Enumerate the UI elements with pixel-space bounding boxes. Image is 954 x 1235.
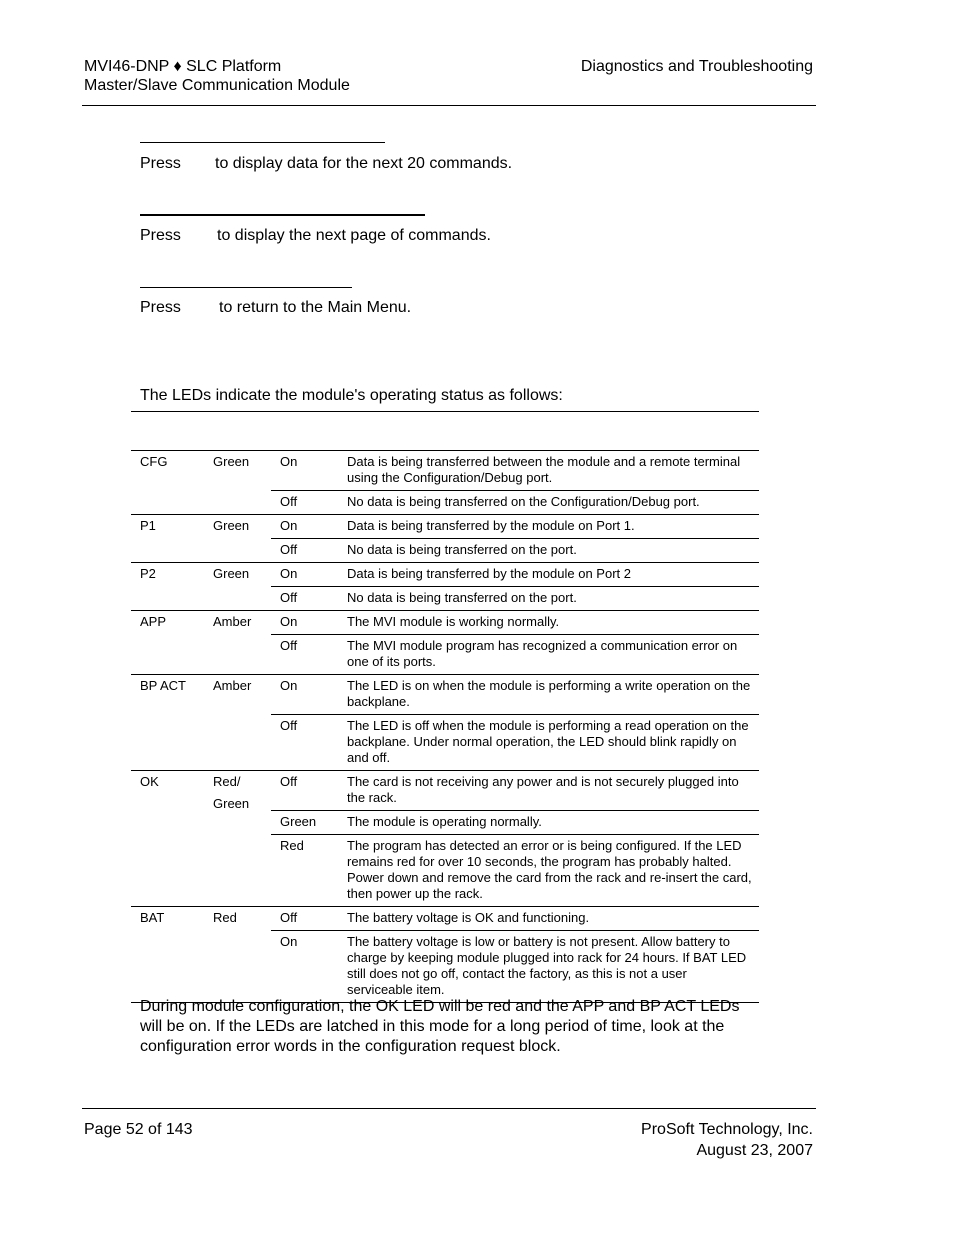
led-state-cell: Off — [271, 715, 338, 771]
led-color-cell: Amber — [204, 675, 271, 771]
led-state-cell: On — [271, 451, 338, 491]
led-description-cell: Data is being transferred by the module on Port 1. — [338, 515, 759, 539]
led-description-cell: The program has detected an error or is being configured. If the LED remains red for over 10 seconds, the program has probably halted. Power down and remove the card from the rack and re-insert the card, then power up the rack. — [338, 835, 759, 907]
led-description-cell: The battery voltage is OK and functioning. — [338, 907, 759, 931]
led-state-cell: Off — [271, 491, 338, 515]
led-name-cell: OK — [131, 771, 204, 907]
command-description: to display data for the next 20 commands. — [215, 155, 513, 172]
led-name-cell: P2 — [131, 563, 204, 611]
led-intro-rule — [131, 411, 759, 412]
led-color-cell: Amber — [204, 611, 271, 675]
footer-date: August 23, 2007 — [696, 1142, 813, 1159]
led-state-cell: Green — [271, 811, 338, 835]
led-description-cell: Data is being transferred by the module on Port 2 — [338, 563, 759, 587]
led-description-cell: The battery voltage is low or battery is not present. Allow battery to charge by keeping module plugged into rack for 24 hours. If BAT LED still does not go off, contact the factory, as this is not a user serviceable item. — [338, 931, 759, 1003]
led-name-cell: CFG — [131, 451, 204, 515]
led-description-cell: The card is not receiving any power and is not securely plugged into the rack. — [338, 771, 759, 811]
led-state-cell: Off — [271, 539, 338, 563]
led-description-cell: The LED is off when the module is performing a read operation on the backplane. Under normal operation, the LED should blink rapidly on and off. — [338, 715, 759, 771]
header-product-line1: MVI46-DNP ♦ SLC Platform — [84, 58, 282, 75]
led-description-cell: Data is being transferred between the module and a remote terminal using the Configuration/Debug port. — [338, 451, 759, 491]
led-state-cell: On — [271, 675, 338, 715]
command-heading-rule-3 — [140, 287, 352, 288]
led-state-cell: Off — [271, 907, 338, 931]
led-table-row — [131, 907, 759, 931]
led-table-body — [131, 451, 759, 1004]
led-table-row — [131, 515, 759, 539]
footer-company-name: ProSoft Technology, Inc. — [641, 1121, 813, 1138]
closing-paragraph: During module configuration, the OK LED will be red and the APP and BP ACT LEDs will be on. If the LEDs are latched in this mode for a long period of time, look at the configuration error words in the configuration request block. — [140, 998, 740, 1055]
led-name-cell: BAT — [131, 907, 204, 1003]
led-description-cell: The LED is on when the module is performing a write operation on the backplane. — [338, 675, 759, 715]
led-state-cell: Off — [271, 635, 338, 675]
led-color-cell: Red — [204, 907, 271, 1003]
led-state-cell: Off — [271, 587, 338, 611]
led-table-row — [131, 771, 759, 811]
led-table-row — [131, 611, 759, 635]
led-state-cell: On — [271, 563, 338, 587]
led-status-table — [131, 450, 759, 1003]
led-name-cell: P1 — [131, 515, 204, 563]
press-label: Press — [140, 227, 181, 244]
led-color-cell: Red/ Green — [204, 771, 271, 907]
led-color-cell: Green — [204, 451, 271, 515]
led-state-cell: Red — [271, 835, 338, 907]
command-heading-rule-2 — [140, 214, 425, 216]
led-state-cell: Off — [271, 771, 338, 811]
led-table-row — [131, 563, 759, 587]
press-label: Press — [140, 155, 181, 172]
header-section-title: Diagnostics and Troubleshooting — [580, 58, 813, 75]
led-color-cell: Green — [204, 563, 271, 611]
led-color-cell: Green — [204, 515, 271, 563]
led-state-cell: On — [271, 931, 338, 1003]
led-description-cell: No data is being transferred on the port. — [338, 539, 759, 563]
led-description-cell: The MVI module program has recognized a communication error on one of its ports. — [338, 635, 759, 675]
led-table-row — [131, 675, 759, 715]
command-heading-rule-1 — [140, 142, 385, 143]
footer-page-number: Page 52 of 143 — [84, 1121, 193, 1138]
footer-company — [641, 1119, 813, 1161]
led-description-cell: The module is operating normally. — [338, 811, 759, 835]
header-product-title — [84, 57, 350, 95]
led-name-cell: APP — [131, 611, 204, 675]
led-state-cell: On — [271, 611, 338, 635]
led-description-cell: No data is being transferred on the Configuration/Debug port. — [338, 491, 759, 515]
header-product-line2: Master/Slave Communication Module — [84, 77, 350, 94]
led-state-cell: On — [271, 515, 338, 539]
command-description: to display the next page of commands. — [217, 227, 491, 244]
led-table-row — [131, 451, 759, 491]
header-rule — [82, 105, 816, 106]
footer-rule — [82, 1108, 816, 1109]
press-label: Press — [140, 299, 181, 316]
led-description-cell: No data is being transferred on the port. — [338, 587, 759, 611]
led-intro-text: The LEDs indicate the module's operating status as follows: — [140, 387, 563, 404]
led-name-cell: BP ACT — [131, 675, 204, 771]
command-description: to return to the Main Menu. — [219, 299, 412, 316]
led-description-cell: The MVI module is working normally. — [338, 611, 759, 635]
